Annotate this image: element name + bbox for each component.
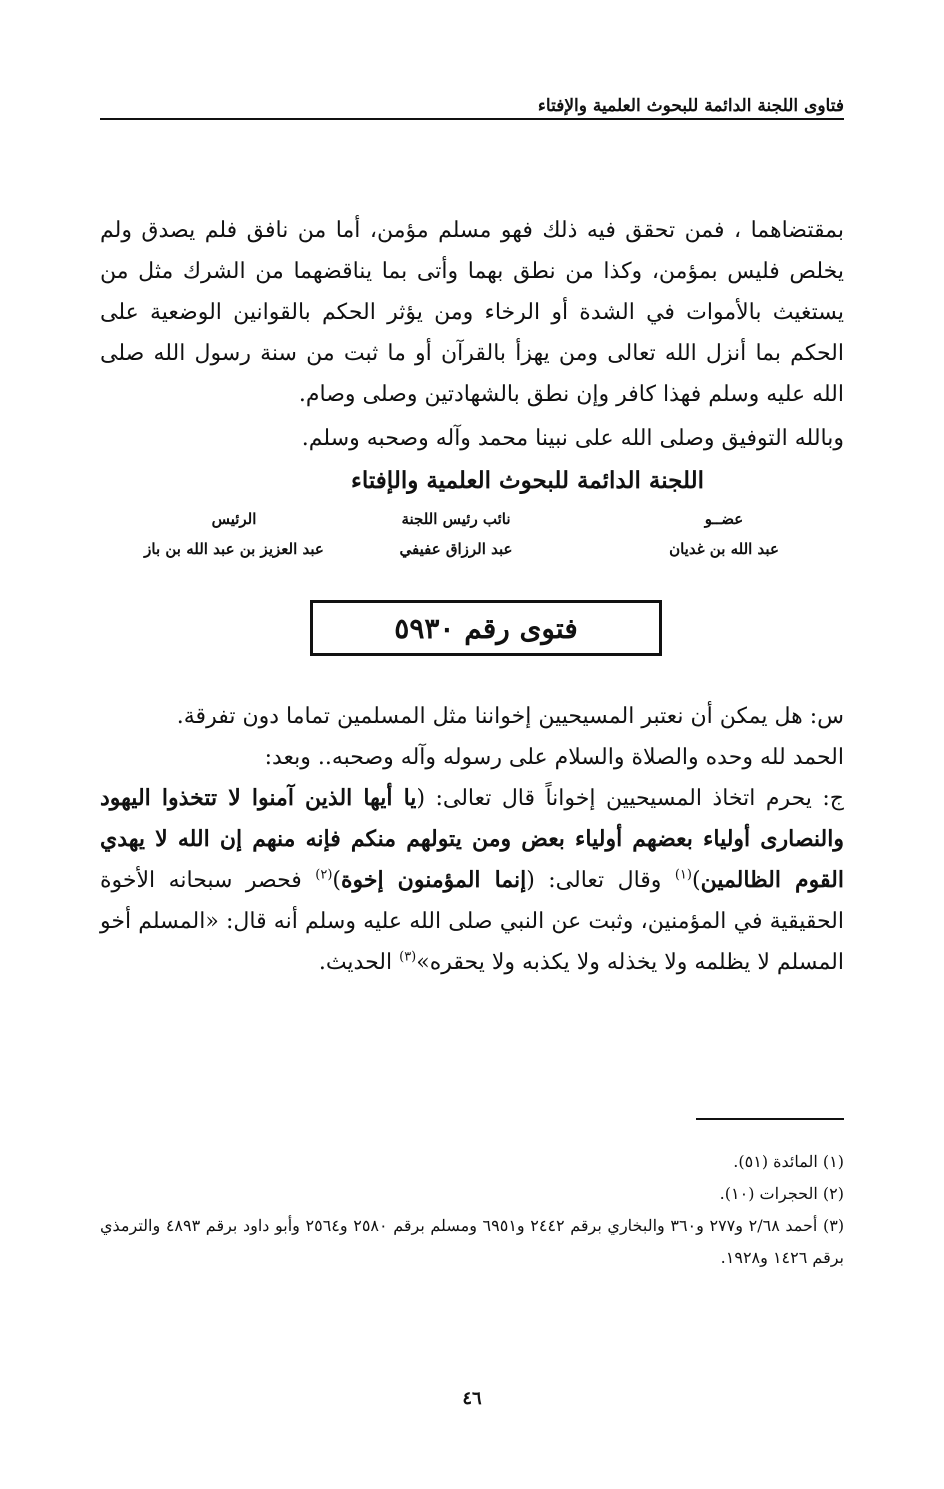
signature-role: نائب رئيس اللجنة (401, 510, 511, 528)
footnote-2: (٢) الحجرات (١٠). (719, 1184, 844, 1203)
signature-role: عضــو (704, 510, 744, 528)
fatwa-praise: الحمد لله وحده والصلاة والسلام على رسوله وآله وصحبه.. وبعد: (264, 745, 844, 770)
answer-end: الحديث. (318, 950, 400, 975)
answer-between: وقال تعالى: ( (526, 868, 675, 893)
footnote-ref-3: (٣) (399, 949, 417, 965)
footnote-rule (696, 1118, 844, 1120)
signature-deputy (346, 504, 566, 564)
signature-name: عبد الرزاق عفيفي (399, 540, 513, 558)
committee-name: اللجنة الدائمة للبحوث العلمية والإفتاء (351, 467, 704, 494)
footnote-ref-2: (٢) (315, 867, 333, 883)
closing-line: وبالله التوفيق وصلى الله على نبينا محمد وآله وصحبه وسلم. (301, 426, 844, 451)
running-header (100, 96, 844, 126)
signature-role: الرئيس (211, 510, 257, 528)
quran-verse-1: يا أيها الذين آمنوا لا تتخذوا اليهود والنصارى أولياء بعضهم أولياء بعض ومن يتولهم منكم فإنه منهم إن الله لا يهدي القوم الظالمين (100, 785, 844, 893)
footnote-ref-1: (١) (674, 867, 692, 883)
fatwa-body (100, 696, 844, 983)
fatwa-answer: ج: يحرم اتخاذ المسيحيين إخواناً قال تعالى: (يا أيها الذين آمنوا لا تتخذوا اليهود والنصارى أولياء بعضهم أولياء بعض ومن يتولهم منكم فإنه منهم إن الله لا يهدي القوم الظالمين)$^{(١)}$ وقال تعالى: (إنما المؤمنون إخوة)$^{(٢)}$ فحصر سبحانه الأخوة الحقيقية في المؤمنين، وثبت عن النبي صلى الله عليه وسلم أنه قال: «المسلم أخو المسلم لا يظلمه ولا يخذله ولا يكذبه ولا يحقره»$^{(٣)}$ الحديث. (100, 785, 844, 975)
header-rule (100, 118, 844, 120)
footnote-1: (١) المائدة (٥١). (733, 1152, 844, 1171)
signature-name: عبد العزيز بن عبد الله بن باز (144, 540, 324, 558)
previous-answer-text: بمقتضاهما ، فمن تحقق فيه ذلك فهو مسلم مؤمن، أما من نافق فلم يصدق ولم يخلص فليس بمؤمن، وكذا من نطق بهما وأتى بما يناقضهما من الشرك مثل من يستغيث بالأموات في الشدة أو الرخاء ومن يؤثر الحكم بالقوانين الوضعية على الحكم بما أنزل الله تعالى ومن يهزأ بالقرآن أو ما ثبت من سنة رسول الله صلى الله عليه وسلم فهذا كافر وإن نطق بالشهادتين وصلى وصام. (100, 218, 844, 407)
answer-intro: ج: يحرم اتخاذ المسيحيين إخواناً قال تعالى: ( (416, 786, 844, 811)
header-title: فتاوى اللجنة الدائمة للبحوث العلمية والإفتاء (534, 96, 844, 116)
fatwa-title-box (310, 600, 662, 656)
signature-name: عبد الله بن غديان (669, 540, 779, 558)
signature-member (614, 504, 834, 564)
fatwa-title: فتوى رقم ٥٩٣٠ (394, 611, 578, 645)
page-number: ٤٦ (462, 1388, 482, 1409)
fatwa-question: س: هل يمكن أن نعتبر المسيحيين إخواننا مثل المسلمين تماما دون تفرقة. (176, 704, 844, 729)
footnote-3: (٣) أحمد ٢/٦٨ و٢٧٧ و٣٦٠ والبخاري برقم ٢٤٤٢ و٦٩٥١ ومسلم برقم ٢٥٨٠ و٢٥٦٤ وأبو داود برقم ٤٨٩٣ والترمذي برقم ١٤٢٦ و١٩٢٨. (100, 1216, 845, 1267)
signature-president (124, 504, 344, 564)
quran-verse-2: إنما المؤمنون إخوة (340, 867, 527, 893)
answer-rest: فحصر سبحانه الأخوة الحقيقية في المؤمنين، وثبت عن النبي صلى الله عليه وسلم أنه قال: «المسلم أخو المسلم لا يظلمه ولا يخذله ولا يكذبه ولا يحقره» (100, 868, 844, 975)
footnotes (100, 1146, 844, 1274)
